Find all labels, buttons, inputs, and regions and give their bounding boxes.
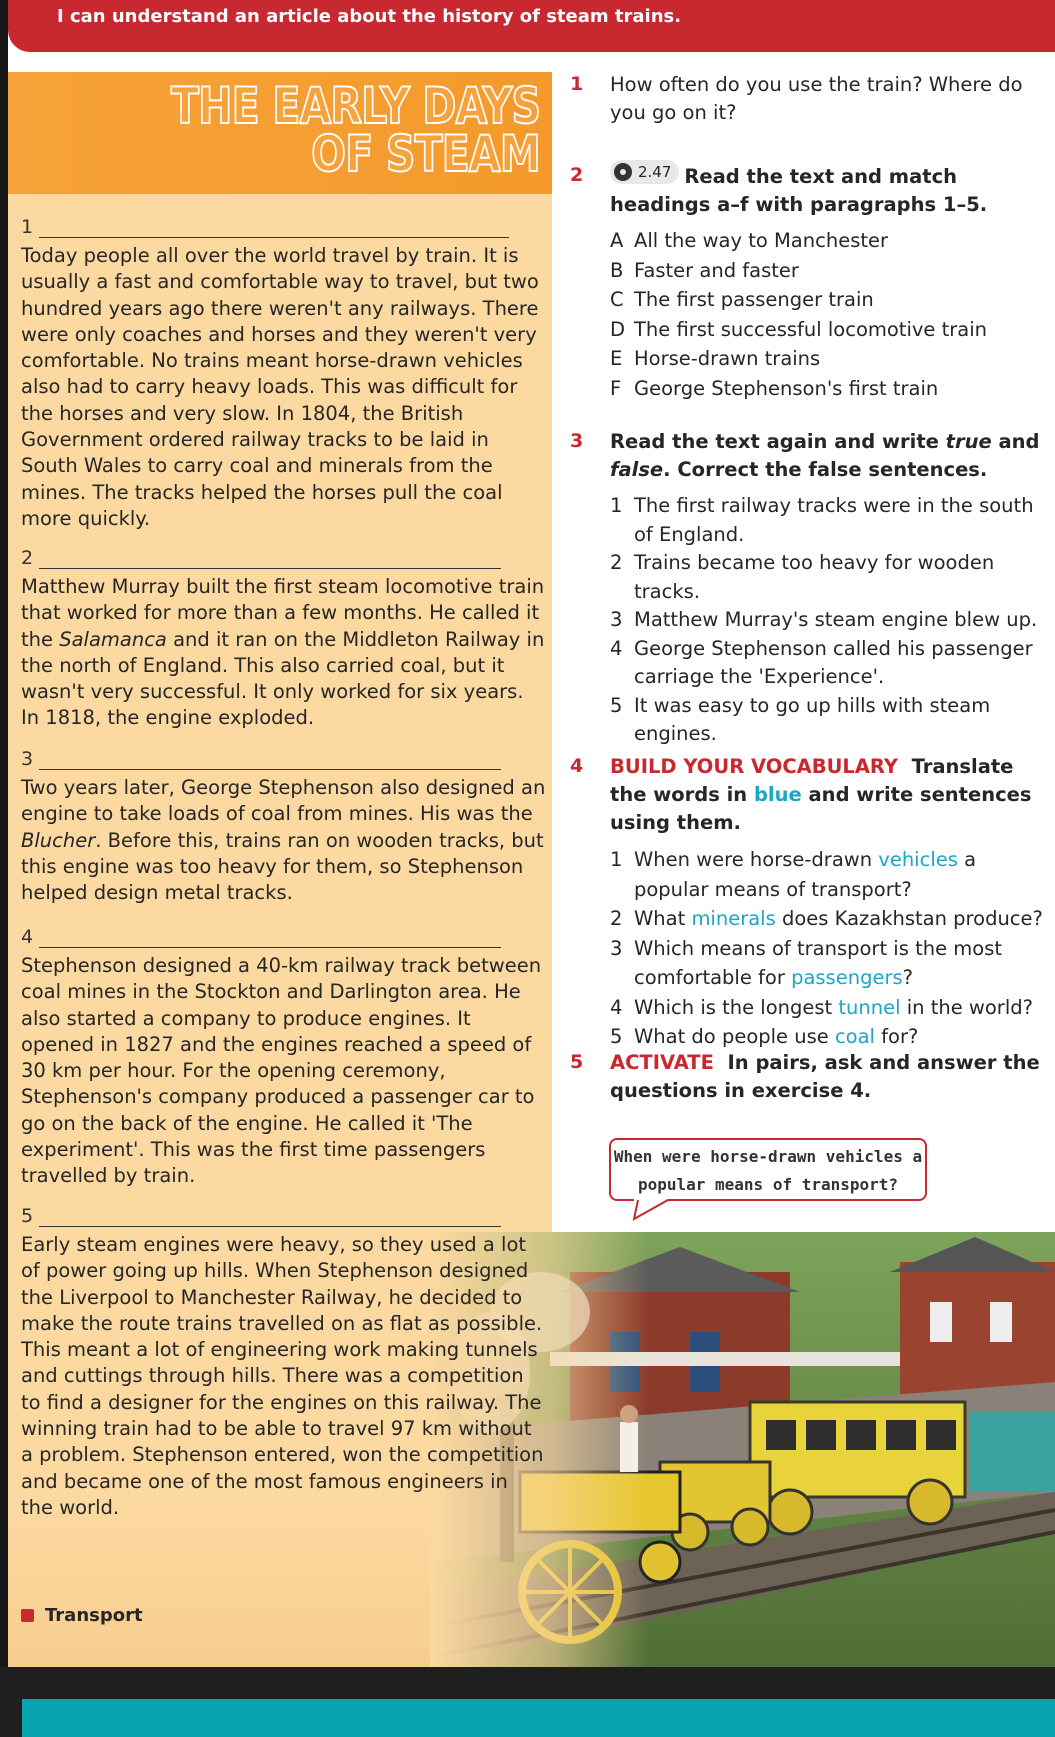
true-false-list	[610, 492, 1055, 749]
heading-item: B Faster and faster	[610, 258, 799, 282]
heading-item: D The first successful locomotive train	[610, 317, 987, 341]
question-item: 3 Which means of transport is the most comfortable for passengers?	[610, 936, 1002, 989]
article-paragraph-1	[21, 215, 546, 532]
paragraph-text: Early steam engines were heavy, so they used a lot of power going up hills. When Stephenson designed the Liverpool to Manchester Railway, he decided to make the route trains travelled on as flat as possible. This meant a lot of engineering work making tunnels and cuttings through hills. There was a competition to find a designer for the engines on this railway. The winning train had to be able to travel 97 km without a problem. Stephenson entered, won the competition and became one of the most famous engineers in the world.	[21, 1233, 544, 1519]
statement-item: 4 George Stephenson called his passenger carriage the 'Experience'.	[610, 636, 1033, 688]
page-footer-edge	[0, 1699, 22, 1737]
statement-item: 2 Trains became too heavy for wooden tracks.	[610, 551, 995, 603]
vocab-word: tunnel	[838, 995, 901, 1019]
headings-list	[610, 226, 1055, 403]
page-edge	[0, 0, 8, 1737]
paragraph-heading-blank: 4	[21, 928, 546, 950]
question-item: 2 What minerals does Kazakhstan produce?	[610, 907, 1043, 930]
statement-item: 1 The first railway tracks were in the south of England.	[610, 494, 1034, 546]
exercise-2	[570, 160, 1055, 403]
exercise-4	[570, 753, 1055, 1052]
audio-cd-icon	[614, 163, 632, 181]
exercise-number: 3	[570, 430, 584, 452]
paragraph-heading-blank: 2	[21, 549, 546, 571]
question-item: 4 Which is the longest tunnel in the world?	[610, 995, 1033, 1019]
tag-square-icon	[21, 1609, 34, 1622]
statement-item: 3 Matthew Murray's steam engine blew up.	[610, 608, 1038, 631]
vocab-word: coal	[834, 1025, 875, 1048]
paragraph-text: Today people all over the world travel by train. It is usually a fast and comfortable way to travel, but two hundred years ago there weren't any railways. There were only coaches and horses and they weren't very comfortable. No trains meant horse-drawn vehicles also had to carry heavy loads. This was difficult for the horses and very slow. In 1804, the British Government ordered railway tracks to be laid in South Wales to carry coal and minerals from the mines. The tracks helped the horses pull the coal more quickly.	[21, 244, 539, 530]
exercise-instruction: How often do you use the train? Where do you go on it?	[610, 73, 1023, 124]
next-page-teal-strip	[22, 1699, 1055, 1737]
article-title-line-2: OF STEAM	[311, 125, 540, 183]
paragraph-text: Stephenson designed a 40-km railway track between coal mines in the Stockton and Darlington area. He also started a company to produce engines. It opened in 1827 and the engines reached a speed of 30 km per hour. For the opening ceremony, Stephenson's company produced a passenger car to go on the back of the engine. He called it 'The experiment'. This was the first time passengers travelled by train.	[21, 954, 542, 1188]
exercise-instruction: Read the text again and write true and false. Correct the false sentences.	[610, 430, 1040, 481]
exercise-instruction: BUILD YOUR VOCABULARY Translate the words in blue and write sentences using them.	[610, 755, 1032, 834]
vocab-word: passengers	[791, 966, 903, 989]
exercise-instruction: ACTIVATE In pairs, ask and answer the questions in exercise 4.	[610, 1051, 1040, 1102]
paragraph-heading-blank: 1	[21, 218, 546, 240]
exercise-1	[570, 71, 1055, 127]
exercise-number: 5	[570, 1051, 584, 1073]
paragraph-text: Two years later, George Stephenson also designed an engine to take loads of coal from mines. His was the Blucher. Before this, trains ran on wooden tracks, but this engine was too heavy for them, so Stephenson helped design metal tracks.	[21, 776, 546, 905]
heading-item: F George Stephenson's first train	[610, 376, 939, 400]
exercise-number: 4	[570, 755, 584, 777]
example-speech-bubble: When were horse-drawn vehicles a popular means of transport?	[609, 1138, 927, 1201]
exercise-number: 2	[570, 164, 584, 186]
exercise-5	[570, 1049, 1055, 1105]
article-paragraph-5	[21, 1204, 546, 1521]
lesson-objective-banner	[8, 0, 1055, 52]
vocab-word: vehicles	[878, 848, 958, 871]
audio-track-button[interactable]: 2.47	[610, 160, 679, 184]
article-paragraph-4	[21, 925, 546, 1190]
question-item: 5 What do people use coal for?	[610, 1025, 919, 1048]
article-title-line-1: THE EARLY DAYS	[170, 77, 540, 135]
heading-item: A All the way to Manchester	[610, 229, 889, 252]
article-paragraph-3	[21, 747, 546, 906]
exercise-instruction: 2.47 Read the text and match headings a–f with paragraphs 1–5.	[610, 160, 1055, 219]
speech-bubble-tail	[632, 1199, 672, 1221]
heading-item: E Horse-drawn trains	[610, 347, 821, 370]
paragraph-heading-blank: 3	[21, 750, 546, 772]
heading-item: C The first passenger train	[610, 288, 874, 311]
vocabulary-questions-list	[610, 845, 1055, 1052]
section-tag: Transport	[21, 1605, 143, 1626]
vocab-word: minerals	[691, 907, 776, 930]
question-item: 1 When were horse-drawn vehicles a popular means of transport?	[610, 848, 977, 901]
exercise-3	[570, 428, 1055, 749]
paragraph-text: Matthew Murray built the first steam locomotive train that worked for more than a few months. He called it the Salamanca and it ran on the Middleton Railway in the north of England. This also carried coal, but it wasn't very successful. It only worked for six years. In 1818, the engine exploded.	[21, 575, 545, 730]
paragraph-heading-blank: 5	[21, 1207, 546, 1229]
lesson-objective: I can understand an article about the history of steam trains.	[57, 6, 682, 27]
article-paragraph-2	[21, 546, 546, 732]
exercise-number: 1	[570, 73, 584, 95]
statement-item: 5 It was easy to go up hills with steam engines.	[610, 693, 991, 745]
page-footer-bar	[0, 1667, 1055, 1699]
